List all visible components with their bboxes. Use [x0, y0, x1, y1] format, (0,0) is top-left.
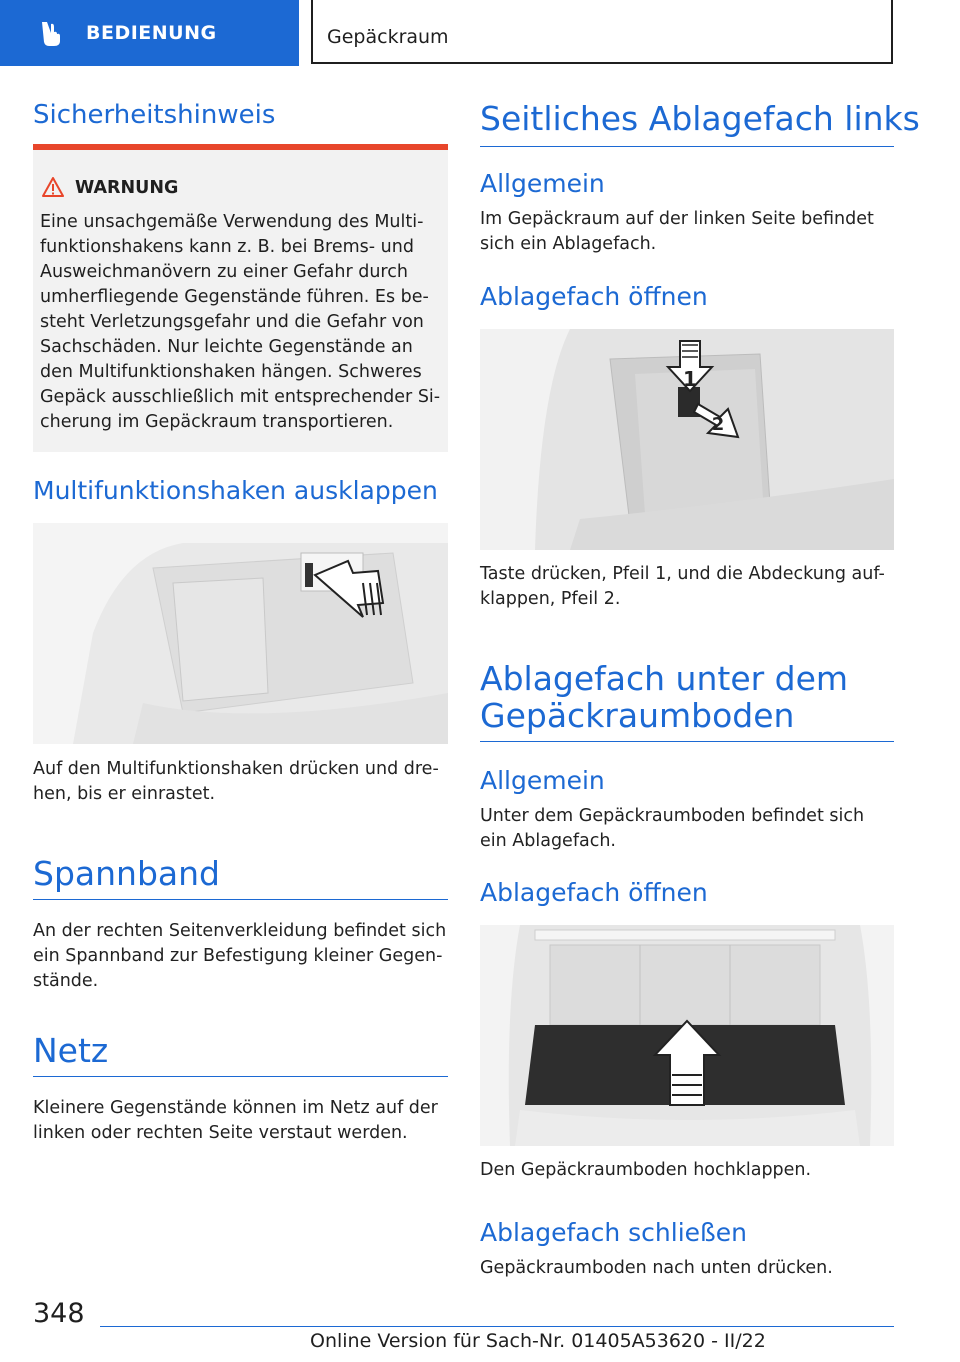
- arrow-1-label: 1: [683, 367, 697, 391]
- hook-caption: Auf den Multifunktionshaken drücken und dre- hen, bis er einrastet.: [33, 759, 439, 804]
- floor-general-text: Unter dem Gepäckraumboden befindet sich ein Ablagefach.: [480, 806, 865, 851]
- warning-box: [33, 144, 448, 452]
- warning-text: Eine unsachgemäße Verwendung des Multi- funktionshakens kann z. B. bei Brems- und Ausweichmanövern zu einer Gefahr durch umherfliegende Gegenstände führen. Es be- steht Verletzungsgefahr und die Gefahr von Sachschäden. Nur leichte Gegenstände an den Multifunktionshaken hängen. Schweres Gepäck ausschließlich mit entsprechender Si- cherung im Gepäckraum transportieren.: [40, 212, 441, 432]
- strap-heading: Spannband: [33, 854, 220, 893]
- net-heading: Netz: [33, 1031, 109, 1070]
- section-label: BEDIENUNG: [86, 22, 217, 44]
- page-number: 348: [33, 1298, 85, 1329]
- floor-close-text: Gepäckraumboden nach unten drücken.: [480, 1258, 833, 1278]
- hook-heading: Multifunktionshaken ausklappen: [33, 476, 438, 505]
- strap-rule: [33, 899, 448, 900]
- warning-triangle-icon: [42, 176, 64, 198]
- page-title-box: [311, 0, 893, 64]
- floor-general-heading: Allgemein: [480, 766, 605, 795]
- floor-open-heading: Ablagefach öffnen: [480, 878, 708, 907]
- safety-heading: Sicherheitshinweis: [33, 100, 276, 130]
- hook-illustration: [33, 523, 448, 744]
- warning-title: WARNUNG: [75, 178, 179, 198]
- side-general-heading: Allgemein: [480, 169, 605, 198]
- side-general-text: Im Gepäckraum auf der linken Seite befindet sich ein Ablagefach.: [480, 209, 874, 254]
- floor-compartment-illustration: [480, 925, 894, 1146]
- page-title: Gepäckraum: [327, 26, 449, 48]
- net-text: Kleinere Gegenstände können im Netz auf der linken oder rechten Seite verstaut werden.: [33, 1098, 438, 1143]
- hand-pointer-icon: [36, 18, 66, 48]
- side-open-heading: Ablagefach öffnen: [480, 282, 708, 311]
- floor-close-heading: Ablagefach schließen: [480, 1218, 748, 1247]
- floor-compartment-heading: Ablagefach unter dem Gepäckraumboden: [480, 659, 849, 735]
- strap-text: An der rechten Seitenverkleidung befindet sich ein Spannband zur Befestigung kleiner Gegen- stände.: [33, 921, 447, 991]
- floor-rule: [480, 741, 894, 742]
- side-compartment-heading: Seitliches Ablagefach links: [480, 99, 920, 138]
- side-open-caption: Taste drücken, Pfeil 1, und die Abdeckung auf- klappen, Pfeil 2.: [480, 564, 885, 609]
- footer-rule: [100, 1326, 894, 1327]
- net-rule: [33, 1076, 448, 1077]
- floor-open-caption: Den Gepäckraumboden hochklappen.: [480, 1160, 812, 1180]
- side-compartment-illustration: [480, 329, 894, 550]
- side-rule: [480, 146, 894, 147]
- section-tab[interactable]: [0, 0, 299, 66]
- arrow-2-label: 2: [711, 414, 725, 435]
- footer-online-version: Online Version für Sach-Nr. 01405A53620 - II/22: [310, 1330, 766, 1352]
